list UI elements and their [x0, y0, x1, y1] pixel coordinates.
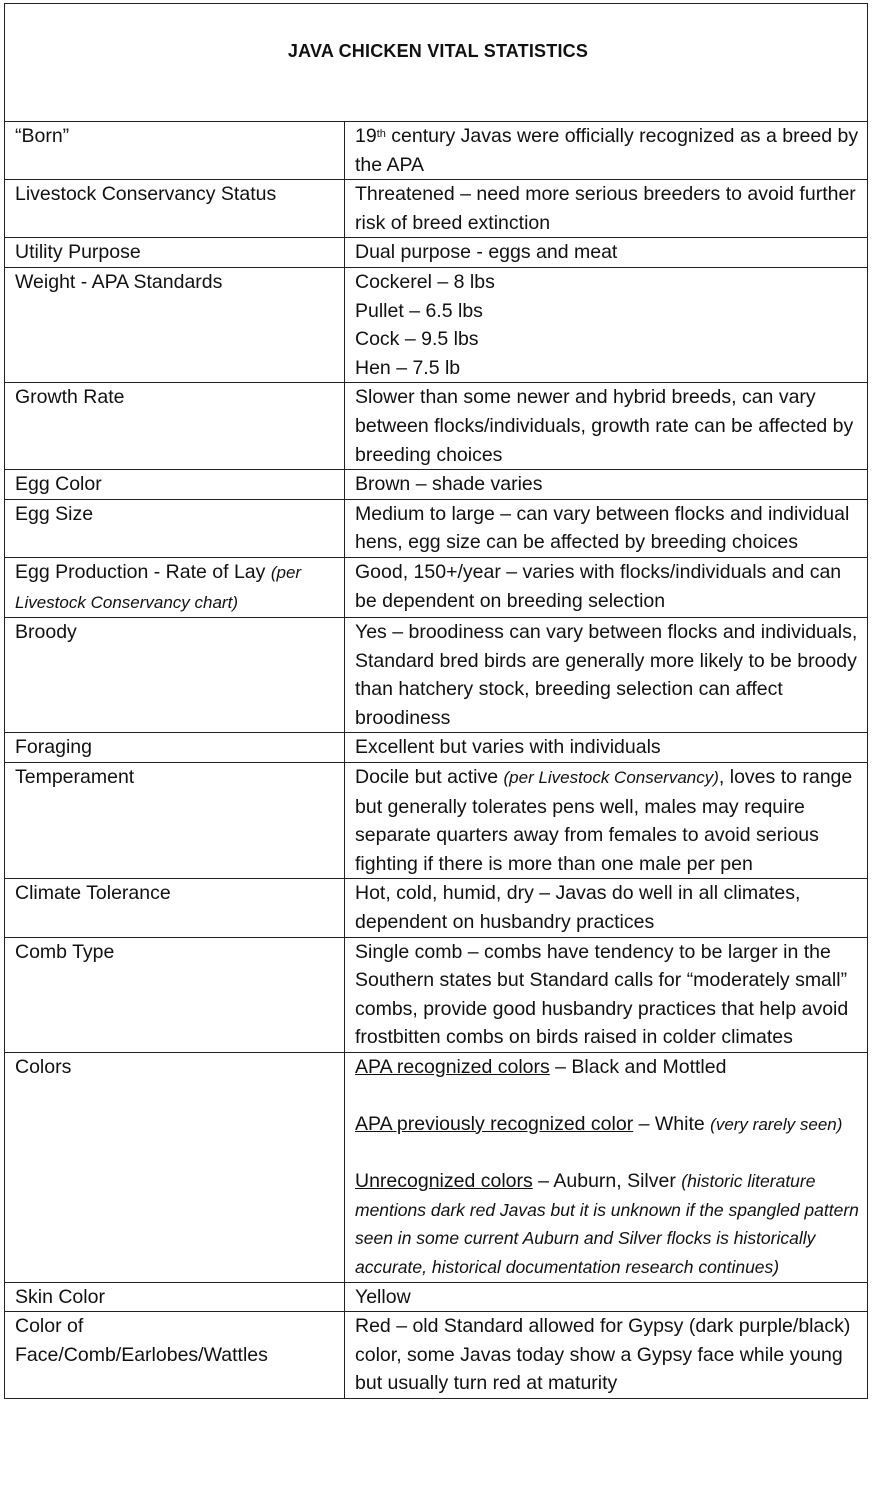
- table-row: [5, 238, 868, 268]
- table-row: [5, 1282, 868, 1312]
- weight-line: Pullet – 6.5 lbs: [355, 299, 483, 322]
- row-label: Temperament: [5, 763, 345, 879]
- row-value: Medium to large – can vary between flocks and individual hens, egg size can be affected by breeding choices: [345, 499, 868, 557]
- row-value: Brown – shade varies: [345, 470, 868, 500]
- recognized-colors: [355, 1053, 861, 1082]
- unrecognized-colors-note: (historic literature mentions dark red Javas but it is unknown if the spangled pattern seen in some current Auburn and Silver flocks is historically accurate, historical documentation research continues): [355, 1171, 859, 1277]
- row-label: Egg Color: [5, 470, 345, 500]
- row-label: Color of Face/Comb/Earlobes/Wattles: [5, 1312, 345, 1399]
- previous-colors: [355, 1110, 861, 1140]
- weight-line: Cock – 9.5 lbs: [355, 328, 479, 351]
- row-label: [5, 557, 345, 617]
- recognized-colors-heading: APA recognized colors: [355, 1056, 550, 1078]
- row-label: “Born”: [5, 122, 345, 180]
- row-label: Weight - APA Standards: [5, 267, 345, 382]
- spacer: [355, 1139, 861, 1167]
- table-title-row: [5, 4, 868, 122]
- row-value: Red – old Standard allowed for Gypsy (dark purple/black) color, some Javas today show a Gypsy face while young but usually turn red at maturity: [345, 1312, 868, 1399]
- unrecognized-colors: [355, 1167, 861, 1281]
- table-row: [5, 383, 868, 470]
- egg-production-note: (per Livestock Conservancy chart): [15, 562, 302, 612]
- row-value: Yes – broodiness can vary between flocks and individuals, Standard bred birds are generally more likely to be broody than hatchery stock, breeding selection can affect broodiness: [345, 618, 868, 733]
- table-row: [5, 937, 868, 1052]
- vital-statistics-table: [4, 3, 868, 1399]
- table-row: [5, 763, 868, 879]
- title-cell: [5, 4, 868, 122]
- row-label: Colors: [5, 1053, 345, 1283]
- row-value: Excellent but varies with individuals: [345, 733, 868, 763]
- row-value: Good, 150+/year – varies with flocks/individuals and can be dependent on breeding selection: [345, 557, 868, 617]
- row-label: Skin Color: [5, 1282, 345, 1312]
- row-label: Foraging: [5, 733, 345, 763]
- row-value: [345, 1053, 868, 1283]
- previous-colors-note: (very rarely seen): [710, 1114, 843, 1134]
- table-row: [5, 470, 868, 500]
- page-title: JAVA CHICKEN VITAL STATISTICS: [287, 41, 589, 61]
- temperament-text: Docile but active: [355, 766, 504, 789]
- egg-production-label: Egg Production - Rate of Lay: [15, 560, 266, 583]
- born-number: 19: [355, 125, 377, 147]
- table-row: [5, 122, 868, 180]
- row-value: Threatened – need more serious breeders to avoid further risk of breed extinction: [345, 180, 868, 238]
- row-value: Single comb – combs have tendency to be larger in the Southern states but Standard calls for “moderately small” combs, provide good husbandry practices that help avoid frostbitten combs on birds raised in colder climates: [345, 937, 868, 1052]
- temperament-text-rest: , loves to range but generally tolerates pens well, males may require separate quarters away from females to avoid serious fighting if there is more than one male per pen: [355, 766, 853, 875]
- born-text: century Javas were officially recognized as a breed by the APA: [355, 125, 859, 176]
- row-label: Egg Size: [5, 499, 345, 557]
- table-row: [5, 618, 868, 733]
- row-label: Livestock Conservancy Status: [5, 180, 345, 238]
- unrecognized-colors-text: – Auburn, Silver: [532, 1170, 682, 1193]
- table-row: [5, 733, 868, 763]
- row-value: Yellow: [345, 1282, 868, 1312]
- born-superscript: th: [376, 128, 386, 140]
- weight-line: Hen – 7.5 lb: [355, 356, 461, 379]
- row-value: [345, 763, 868, 879]
- document: [4, 3, 867, 1399]
- unrecognized-colors-heading: Unrecognized colors: [355, 1170, 533, 1193]
- row-value: Hot, cold, humid, dry – Javas do well in all climates, dependent on husbandry practices: [345, 879, 868, 937]
- table-row: [5, 1312, 868, 1399]
- table-row: [5, 267, 868, 382]
- temperament-note: (per Livestock Conservancy): [503, 768, 719, 788]
- row-label: Climate Tolerance: [5, 879, 345, 937]
- row-value: [345, 122, 868, 180]
- previous-colors-text: – White: [633, 1112, 711, 1135]
- table-row: [5, 180, 868, 238]
- spacer: [355, 1082, 861, 1110]
- table-row: [5, 1053, 868, 1283]
- table-row: [5, 879, 868, 937]
- recognized-colors-text: – Black and Mottled: [549, 1056, 727, 1078]
- row-label: Growth Rate: [5, 383, 345, 470]
- previous-colors-heading: APA previously recognized color: [355, 1112, 634, 1135]
- weight-line: Cockerel – 8 lbs: [355, 270, 495, 293]
- table-row: [5, 557, 868, 617]
- row-label: Broody: [5, 618, 345, 733]
- row-value: Dual purpose - eggs and meat: [345, 238, 868, 268]
- table-row: [5, 499, 868, 557]
- row-label: Comb Type: [5, 937, 345, 1052]
- row-label: Utility Purpose: [5, 238, 345, 268]
- row-value: [345, 267, 868, 382]
- row-value: Slower than some newer and hybrid breeds, can vary between flocks/individuals, growth rate can be affected by breeding choices: [345, 383, 868, 470]
